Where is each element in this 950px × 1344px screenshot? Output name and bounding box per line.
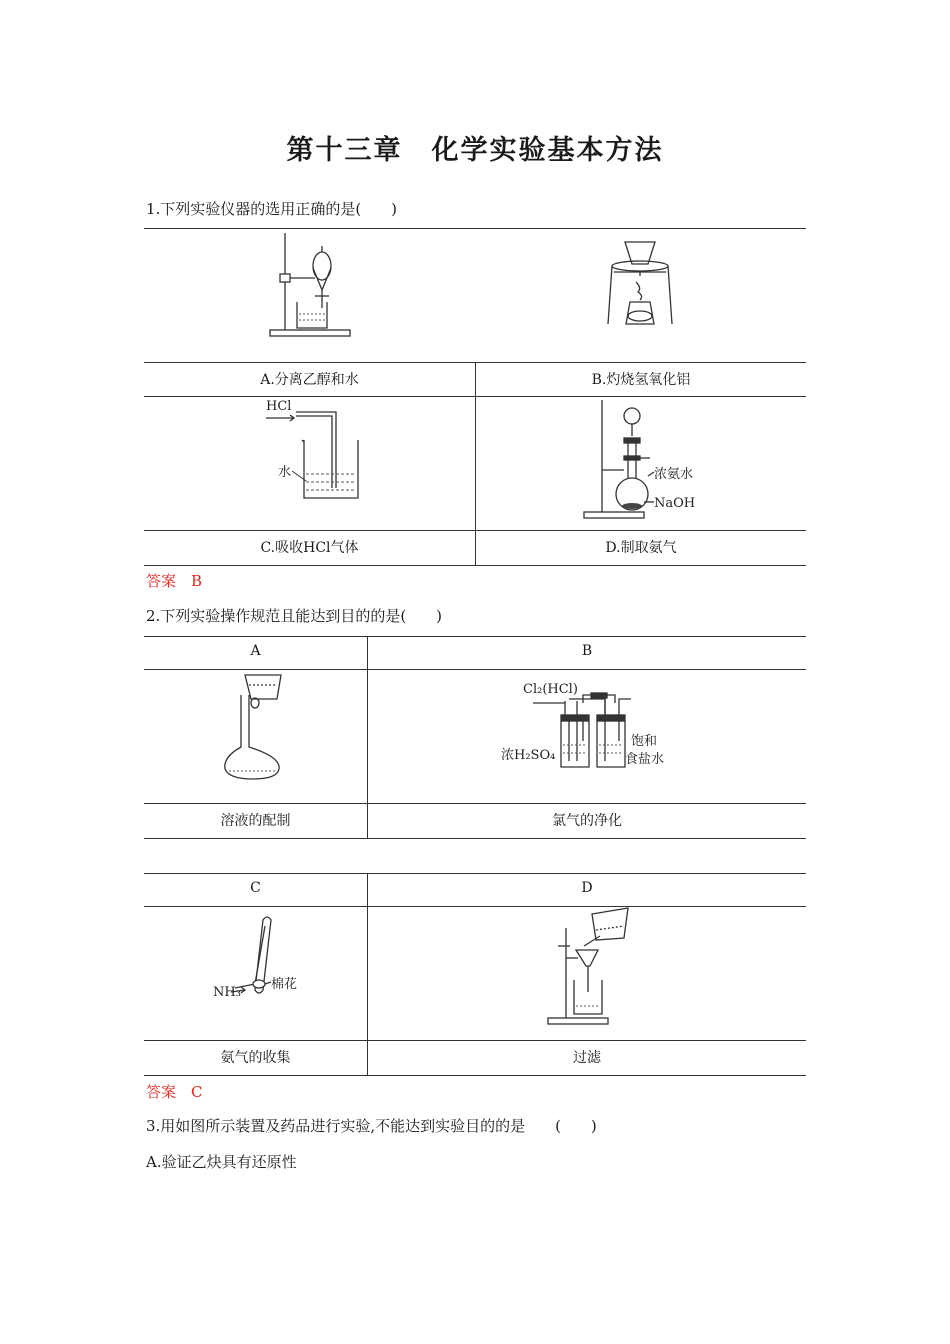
fig-2c-cotton-label: 棉花: [271, 977, 298, 992]
fig-2b-gas-label: Cl₂(HCl): [523, 682, 578, 697]
q2-table2-top-border: [144, 873, 806, 874]
q2-table1-border: [144, 803, 806, 804]
figure-separatory-funnel: [265, 228, 355, 362]
fig-2b-saturated-label: 饱和: [631, 734, 658, 749]
q2-caption-a: 溶液的配制: [220, 813, 291, 829]
figure-ammonia-collection: [205, 910, 315, 1010]
q2-header-a: A: [250, 643, 261, 659]
figure-gas-washing-bottles: [495, 675, 685, 799]
figure-crucible-tripod: [600, 232, 680, 332]
q2-table2-border: [144, 906, 806, 907]
q1-answer: 答案 B: [146, 572, 203, 590]
q1-option-a: A.分离乙醇和水: [260, 372, 359, 388]
fig-2b-brine-label: 食盐水: [625, 752, 665, 767]
q1-table-bottom-border: [144, 565, 806, 566]
fig-d-ammonia-water-label: 浓氨水: [654, 467, 694, 482]
fig-c-water-label: 水: [278, 465, 292, 480]
page-title: 第十三章 化学实验基本方法: [286, 135, 664, 166]
q2-table2-border: [144, 1040, 806, 1041]
q2-answer: 答案 C: [146, 1083, 203, 1101]
q2-table1-top-border: [144, 636, 806, 637]
question-2-stem: 2.下列实验操作规范且能达到目的的是( ): [146, 607, 443, 625]
question-1-stem: 1.下列实验仪器的选用正确的是( ): [146, 200, 398, 218]
q2-header-c: C: [250, 880, 261, 896]
q2-table2-divider: [367, 873, 368, 1075]
q1-table-divider: [475, 362, 476, 565]
figure-ammonia-preparation: [580, 396, 710, 526]
q2-header-b: B: [581, 643, 593, 659]
fig-2c-nh3-label: NH₃: [213, 985, 241, 1000]
question-3-stem: 3.用如图所示装置及药品进行实验,不能达到实验目的的是 ( ): [146, 1117, 597, 1135]
figure-volumetric-flask: [215, 669, 295, 799]
q2-header-d: D: [581, 880, 593, 896]
q2-caption-b: 氯气的净化: [552, 813, 622, 829]
q1-option-b: B.灼烧氢氧化铝: [591, 372, 691, 388]
q2-caption-d: 过滤: [573, 1050, 601, 1066]
q2-table2-bottom-border: [144, 1075, 806, 1076]
fig-c-hcl-label: HCl: [266, 399, 292, 414]
q1-option-d: D.制取氨气: [605, 540, 677, 556]
fig-d-naoh-label: NaOH: [654, 496, 696, 511]
figure-filtration: [540, 906, 640, 1032]
q1-option-c: C.吸收HCl气体: [260, 540, 359, 556]
q1-table-top-border: [144, 228, 806, 229]
fig-2b-sulfuric-acid-label: 浓H₂SO₄: [501, 748, 556, 763]
q2-table1-bottom-border: [144, 838, 806, 839]
q3-option-a: A.验证乙炔具有还原性: [146, 1153, 297, 1171]
figure-hcl-absorption: [260, 396, 380, 530]
q2-table1-divider: [367, 636, 368, 838]
q2-caption-c: 氨气的收集: [220, 1050, 291, 1066]
